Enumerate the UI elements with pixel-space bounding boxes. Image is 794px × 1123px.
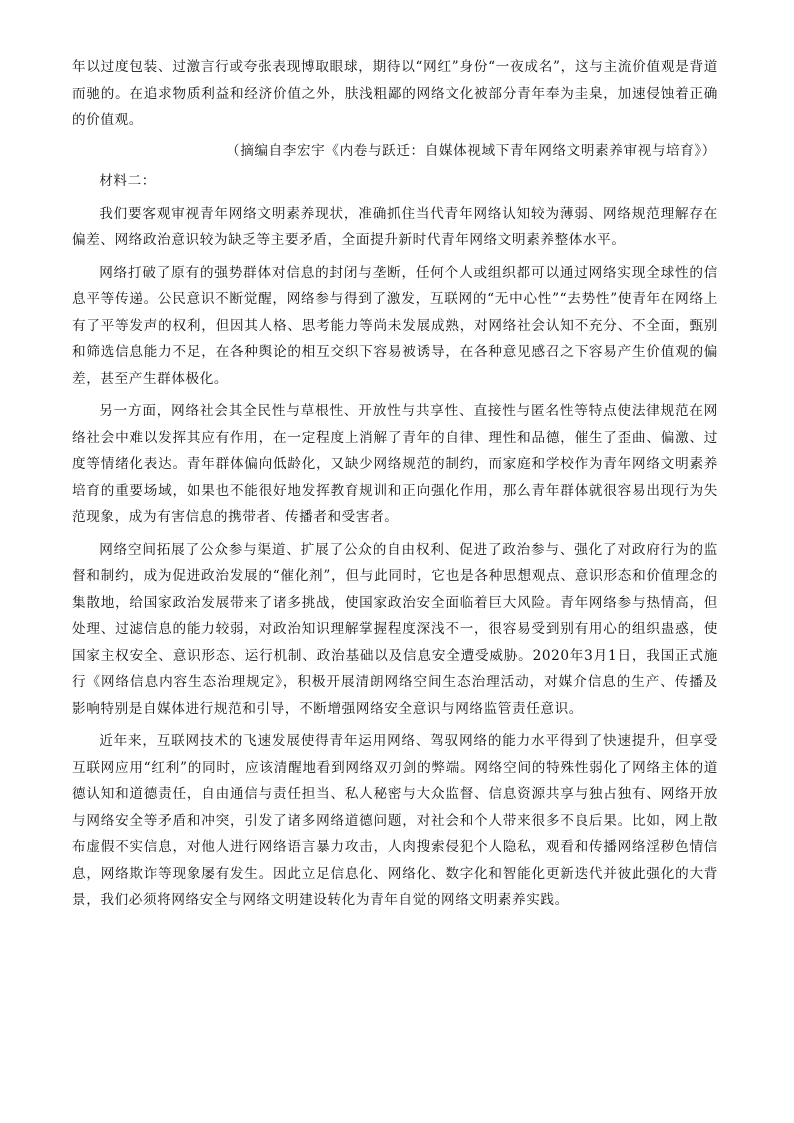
body-paragraph-4: 网络空间拓展了公众参与渠道、扩展了公众的自由权利、促进了政治参与、强化了对政府行为的监督和制约，成为促进政治发展的“催化剂”，但与此同时，它也是各种思想观点、意识形态和价值理念的集散地，给国家政治发展带来了诸多挑战，使国家政治安全面临着巨大风险。青年网络参与热情高，但处理、过滤信息的能力较弱，对政治知识理解掌握程度深浅不一，很容易受到别有用心的组织蛊惑，使国家主权安全、意识形态、运行机制、政治基础以及信息安全遭受威胁。2020年3月1日，我国正式施行《网络信息内容生态治理规定》，积极开展清朗网络空间生态治理活动，对媒介信息的生产、传播及影响特别是自媒体进行规范和引导，不断增强网络安全意识与网络监管责任意识。 [72,541,718,717]
body-paragraph-3: 另一方面，网络社会其全民性与草根性、开放性与共享性、直接性与匿名性等特点使法律规范在网络社会中难以发挥其应有作用，在一定程度上消解了青年的自律、理性和品德，催生了歪曲、偏激、过度等情绪化表达。青年群体偏向低龄化，又缺少网络规范的制约，而家庭和学校作为青年网络文明素养培育的重要场域，如果也不能很好地发挥教育规训和正向强化作用，那么青年群体就很容易出现行为失范现象，成为有害信息的携带者、传播者和受害者。 [72,403,718,525]
body-paragraph-2: 网络打破了原有的强势群体对信息的封闭与垄断，任何个人或组织都可以通过网络实现全球性的信息平等传递。公民意识不断觉醒，网络参与得到了激发，互联网的“无中心性”“去势性”使青年在网络上有了平等发声的权利，但因其人格、思考能力等尚未发展成熟，对网络社会认知不充分、不全面，甄别和筛选信息能力不足，在各种舆论的相互交织下容易被诱导，在各种意见感召之下容易产生价值观的偏差，甚至产生群体极化。 [72,264,718,387]
body-paragraph-5: 近年来，互联网技术的飞速发展使得青年运用网络、驾驭网络的能力水平得到了快速提升，但享受互联网应用“红利”的同时，应该清醒地看到网络双刃剑的弊端。网络空间的特殊性弱化了网络主体的道德认知和道德责任，自由通信与责任担当、私人秘密与大众监督、信息资源共享与独占独有、网络开放与网络安全等矛盾和冲突，引发了诸多网络道德问题，对社会和个人带来很多不良后果。比如，网上散布虚假不实信息，对他人进行网络语言暴力攻击，人肉搜索侵犯个人隐私，观看和传播网络淫秽色情信息，网络欺诈等现象屡有发生。因此立足信息化、网络化、数字化和智能化更新迭代并彼此强化的大背景，我们必须将网络安全与网络文明建设转化为青年自觉的网络文明素养实践。 [72,733,718,908]
section-heading: 材料二： [99,173,156,189]
source-citation: （摘编自李宏宇《内卷与跃迁：自媒体视域下青年网络文明素养审视与培育》） [226,142,716,159]
intro-paragraph: 年以过度包装、过激言行或夸张表现博取眼球，期待以“网红”身份“一夜成名”，这与主流价值观是背道而驰的。在追求物质利益和经济价值之外，肤浅粗鄙的网络文化被部分青年奉为圭臬，加速侵蚀着正确的价值观。 [72,59,718,128]
body-paragraph-1: 我们要客观审视青年网络文明素养现状，准确抓住当代青年网络认知较为薄弱、网络规范理解存在偏差、网络政治意识较为缺乏等主要矛盾，全面提升新时代青年网络文明素养整体水平。 [72,205,718,248]
